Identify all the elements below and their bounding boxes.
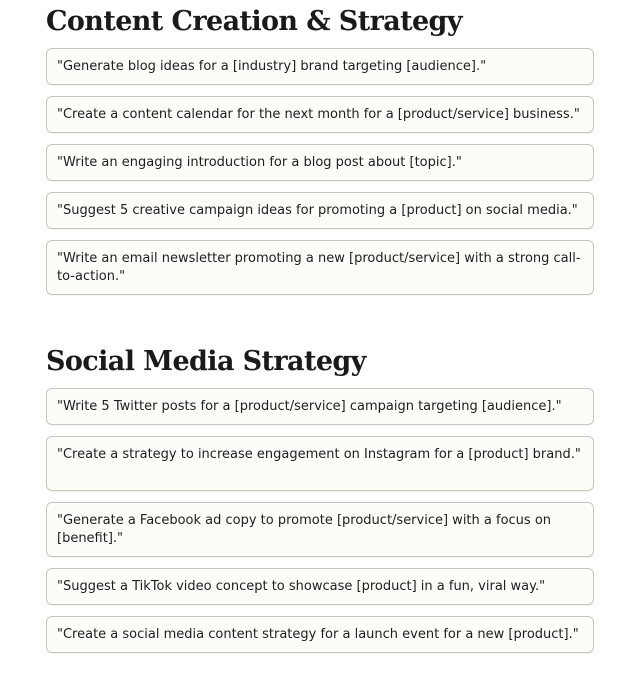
prompt-card [46, 192, 594, 229]
prompt-text: "Write an engaging introduction for a blog post about [topic]." [57, 155, 462, 170]
prompt-text: "Create a content calendar for the next month for a [product/service] business." [57, 107, 580, 122]
prompt-card [46, 616, 594, 653]
prompt-card [46, 568, 594, 605]
prompt-text: "Suggest 5 creative campaign ideas for promoting a [product] on social media." [57, 203, 578, 218]
section-title: Social Media Strategy [46, 346, 366, 377]
prompt-text: "Generate a Facebook ad copy to promote [product/service] with a focus on [benefit]." [57, 513, 552, 546]
prompt-card [46, 436, 594, 491]
prompt-text: "Create a strategy to increase engagement on Instagram for a [product] brand." [57, 447, 581, 462]
prompt-card [46, 48, 594, 85]
prompt-card [46, 502, 594, 557]
prompt-card [46, 96, 594, 133]
section-title: Content Creation & Strategy [46, 6, 462, 37]
prompt-text: "Generate blog ideas for a [industry] brand targeting [audience]." [57, 59, 487, 74]
prompt-card [46, 388, 594, 425]
prompt-card [46, 240, 594, 295]
prompt-text: "Suggest a TikTok video concept to showcase [product] in a fun, viral way." [57, 579, 546, 594]
social-media-section [46, 342, 594, 664]
prompt-text: "Write 5 Twitter posts for a [product/service] campaign targeting [audience]." [57, 399, 562, 414]
content-creation-section [46, 2, 594, 306]
prompt-text: "Write an email newsletter promoting a new [product/service] with a strong call-to-action." [57, 251, 581, 284]
prompt-text: "Create a social media content strategy for a launch event for a new [product]." [57, 627, 579, 642]
prompt-card [46, 144, 594, 181]
